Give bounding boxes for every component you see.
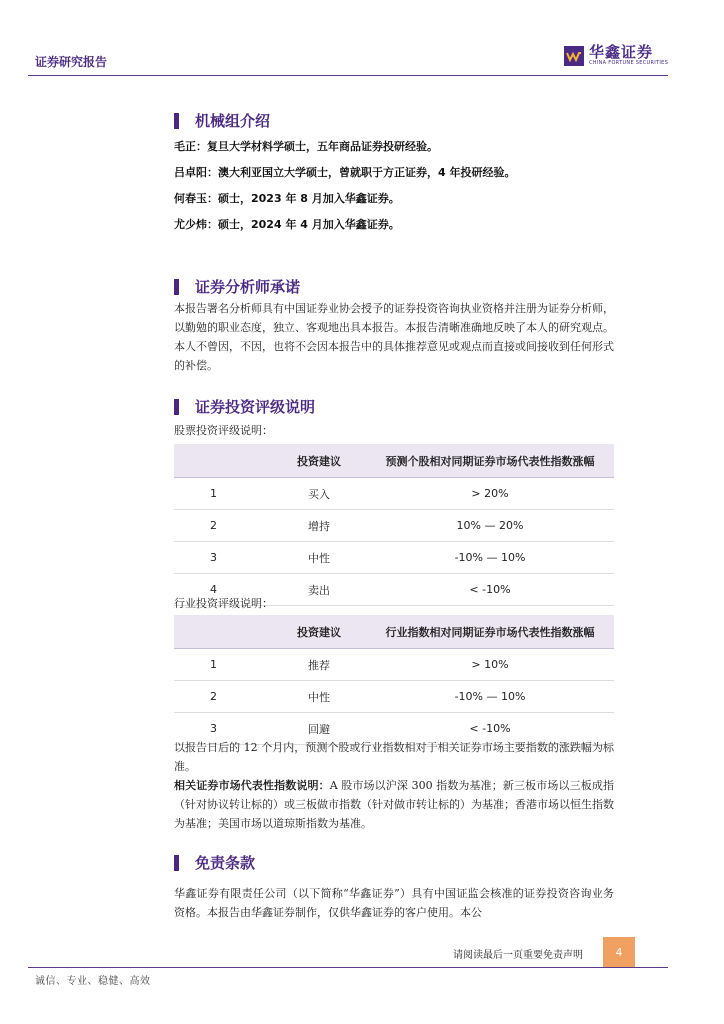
industry-rating-label: 行业投资评级说明：: [174, 597, 273, 610]
row-desc: -10% — 10%: [366, 542, 614, 574]
table-row: [174, 649, 614, 681]
section-rating: [174, 396, 315, 417]
section-title-commitment: 证券分析师承诺: [195, 278, 301, 296]
company-logo: [564, 44, 668, 67]
table-header-row: [174, 444, 614, 478]
col-no-header: [174, 615, 272, 649]
section-title-rating: 证券投资评级说明: [195, 398, 316, 416]
row-advice: 增持: [272, 510, 366, 542]
row-no: 1: [174, 478, 272, 510]
table-header-row: [174, 615, 614, 649]
page-number: 4: [603, 937, 635, 968]
table-row: [174, 510, 614, 542]
row-advice: 中性: [272, 681, 366, 713]
logo-name-en: CHINA FORTUNE SECURITIES: [589, 60, 669, 66]
row-desc: 10% — 20%: [366, 510, 614, 542]
team-member-4: 尤少炜：硕士，2024 年 4 月加入华鑫证券。: [174, 218, 400, 231]
row-desc: -10% — 10%: [366, 681, 614, 713]
row-advice: 买入: [272, 478, 366, 510]
row-desc: < -10%: [366, 713, 614, 745]
disclaimer-text: 华鑫证券有限责任公司（以下简称“华鑫证券”）具有中国证监会核准的证券投资咨询业务资格。本报告由华鑫证券制作，仅供华鑫证券的客户使用。本公: [174, 887, 614, 919]
table-row: [174, 681, 614, 713]
team-member-3: 何春玉：硕士，2023 年 8 月加入华鑫证券。: [174, 192, 400, 205]
col-desc-header: 行业指数相对同期证券市场代表性指数涨幅: [366, 615, 614, 649]
report-type-label: 证券研究报告: [35, 55, 108, 69]
row-desc: > 10%: [366, 649, 614, 681]
row-no: 3: [174, 713, 272, 745]
section-team: [174, 110, 270, 131]
row-no: 4: [174, 574, 272, 606]
table-row: [174, 542, 614, 574]
row-no: 3: [174, 542, 272, 574]
team-member-2: 吕卓阳：澳大利亚国立大学硕士，曾就职于方正证券，4 年投研经验。: [174, 166, 516, 179]
logo-mark-icon: [564, 46, 584, 66]
footer-slogan: 诚信、专业、稳健、高效: [35, 976, 151, 987]
stock-rating-table: [174, 444, 614, 606]
section-marker: [174, 399, 179, 415]
row-advice: 中性: [272, 542, 366, 574]
col-no-header: [174, 444, 272, 478]
disclaimer-notice: 请阅读最后一页重要免责声明: [453, 950, 583, 961]
col-desc-header: 预测个股相对同期证券市场代表性指数涨幅: [366, 444, 614, 478]
index-description-label: 相关证券市场代表性指数说明：: [174, 779, 330, 792]
col-advice-header: 投资建议: [272, 444, 366, 478]
section-marker: [174, 113, 179, 129]
col-advice-header: 投资建议: [272, 615, 366, 649]
row-advice: 回避: [272, 713, 366, 745]
index-description: [174, 776, 614, 833]
section-marker: [174, 279, 179, 295]
row-advice: 卖出: [272, 574, 366, 606]
footer-divider: [28, 967, 668, 968]
commitment-text: 本报告署名分析师具有中国证券业协会授予的证券投资咨询执业资格并注册为证券分析师，以勤勉的职业态度，独立、客观地出具本报告。本报告清晰准确地反映了本人的研究观点。本人不曾因，不因，也将不会因本报告中的具体推荐意见或观点而直接或间接收到任何形式的补偿。: [174, 302, 614, 372]
row-no: 1: [174, 649, 272, 681]
row-no: 2: [174, 510, 272, 542]
row-desc: > 20%: [366, 478, 614, 510]
section-commitment: [174, 276, 300, 297]
section-title-team: 机械组介绍: [195, 112, 271, 130]
industry-rating-table: [174, 615, 614, 745]
index-description-text: A 股市场以沪深 300 指数为基准；新三板市场以三板成指（针对协议转让标的）或三板做市指数（针对做市转让标的）为基准；香港市场以恒生指数为基准；美国市场以道琼斯指数为基准。: [174, 779, 614, 830]
section-marker: [174, 855, 179, 871]
table-row: [174, 478, 614, 510]
header-divider: [28, 75, 668, 76]
row-advice: 推荐: [272, 649, 366, 681]
row-desc: < -10%: [366, 574, 614, 606]
section-disclaimer: [174, 852, 255, 873]
row-no: 2: [174, 681, 272, 713]
logo-name-cn: 华鑫证券: [589, 43, 654, 61]
section-title-disclaimer: 免责条款: [195, 854, 256, 872]
team-member-1: 毛正：复旦大学材料学硕士，五年商品证券投研经验。: [174, 140, 438, 153]
rating-basis-text: 以报告日后的 12 个月内，预测个股或行业指数相对于相关证券市场主要指数的涨跌幅为标准。: [174, 741, 614, 773]
stock-rating-label: 股票投资评级说明：: [174, 424, 273, 437]
